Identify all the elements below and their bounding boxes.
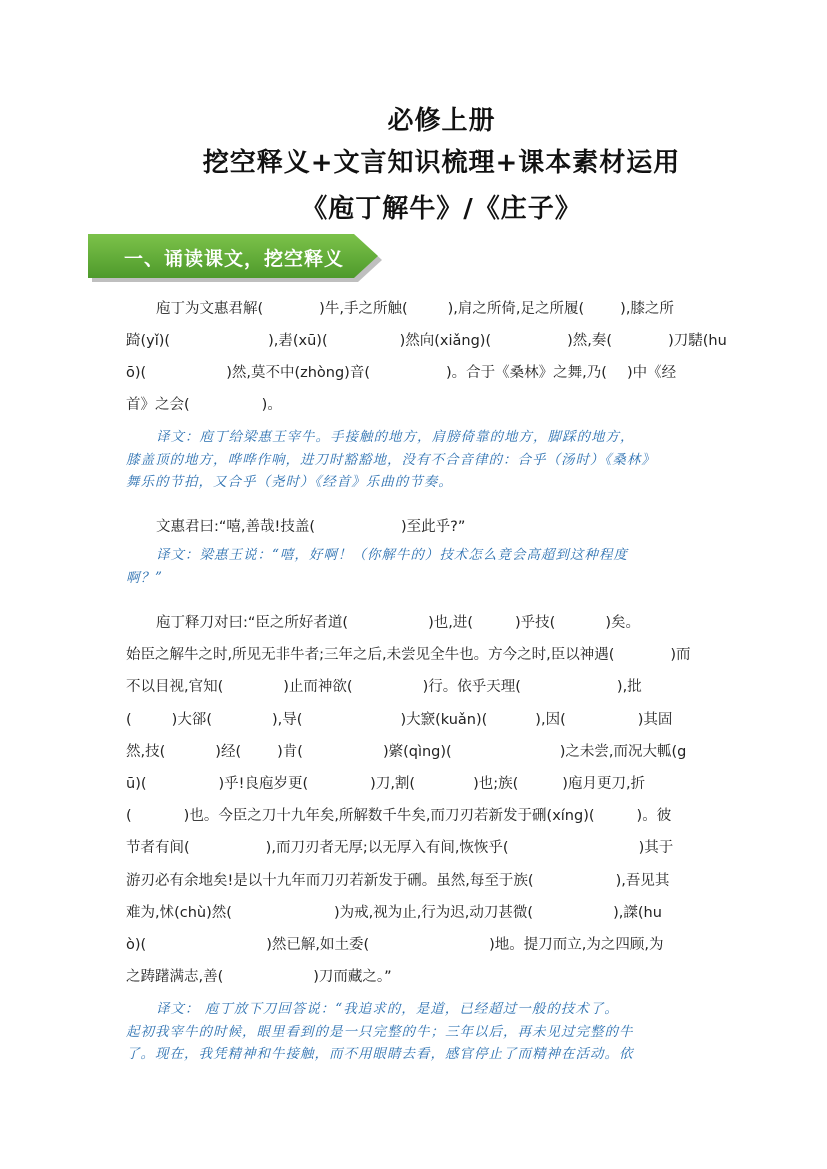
passage-line [126,676,704,698]
passage-text: )然,莫不中(zhòng)音( [226,365,370,381]
passage-line [126,934,704,956]
passage-text: )然已解,如土委( [266,937,370,953]
passage-text: ),而刀刃者无厚;以无厚入有间,恢恢乎( [265,840,509,857]
passage-line [126,709,704,731]
translation-line: 译文： 庖丁放下刀回答说：“我追求的，是道，已经超过一般的技术了。 [156,1001,619,1017]
passage-text: 首》之会( [126,397,190,413]
passage-text: )大郤( [171,711,212,728]
passage-text: ),批 [616,679,642,696]
passage-text: )行。依乎天理( [422,679,521,696]
passage-text: )庖月更刀,折 [562,776,646,792]
passage-line [126,773,704,795]
passage-text: )其固 [637,711,673,728]
passage-text: )。 [261,397,282,413]
passage-text: 踦(yǐ)( [126,333,171,349]
passage-text: ( [126,711,132,728]
passage-line [126,805,704,827]
translation-line: 啊？” [126,569,163,586]
passage-text: 始臣之解牛之时,所见无非牛者;三年之后,未尝见全牛也。方今之时,臣以神遇( [126,647,615,664]
passage-text: )牛,手之所触( [319,301,408,317]
translation-line: 膝盖顶的地方，哗哗作响，进刀时豁豁地，没有不合音律的：合乎（汤时）《桑林》 [126,451,656,468]
passage-text: ),导( [272,711,303,728]
passage-text: )然,奏( [567,333,613,349]
passage-text: ),謋(hu [613,904,662,921]
passage-text: ō)( [126,365,147,381]
passage-line [126,741,704,763]
passage-text: )至此乎?” [400,519,466,535]
passage-text: ( [126,808,132,825]
passage-text: )刀騞(hu [668,333,727,349]
passage-text: ),肩之所倚,足之所履( [447,301,585,317]
passage-text: 文惠君曰:“嘻,善哉!技盖( [156,519,315,535]
passage-line [126,516,734,538]
passage-line [126,298,734,320]
passage-text: )之未尝,而况大軱(g [559,743,687,760]
passage-text: )刀而藏之。” [313,969,392,986]
translation-line: 译文：梁惠王说：“嘻，好啊！（你解牛的）技术怎么竟会高超到这种程度 [156,547,628,563]
passage-text: )也;族( [473,776,519,792]
passage-line [126,902,704,924]
passage-text: )止而神欲( [283,679,353,696]
translation-line: 起初我宰牛的时候，眼里看到的是一只完整的牛；三年以后，再未见过完整的牛 [126,1023,634,1040]
passage-text: 难为,怵(chù)然( [126,904,232,921]
passage-line [126,837,704,859]
passage-text: )大窾(kuǎn)( [400,711,488,728]
passage-text: )乎!良庖岁更( [218,776,309,792]
passage-text: )也,进( [428,615,473,631]
passage-text: ),砉(xū)( [268,333,328,349]
translation-line: 了。现在，我凭精神和牛接触，而不用眼睛去看，感官停止了而精神在活动。依 [126,1046,634,1062]
passage-text: )。彼 [636,808,672,825]
passage-line [126,362,704,384]
passage-text: ū)( [126,776,147,792]
passage-text: 庖丁为文惠君解( [156,301,264,317]
doc-title-line-1: 必修上册 [387,106,496,136]
passage-text: 然,技( [126,743,166,760]
passage-text: 游刃必有余地矣!是以十九年而刀刃若新发于硎。虽然,每至于族( [126,872,534,889]
doc-title-line-2: 挖空释义+文言知识梳理+课本素材运用 [202,148,681,178]
passage-text: )乎技( [515,615,556,631]
passage-text: )经( [215,743,242,760]
passage-text: 之踌躇满志,善( [126,969,224,986]
passage-line [126,330,727,352]
passage-text: ò)( [126,937,147,953]
passage-text: )綮(qìng)( [382,743,452,760]
passage-text: 不以目视,官知( [126,679,224,696]
passage-text: )也。今臣之刀十九年矣,所解数千牛矣,而刀刃若新发于硎(xíng)( [183,808,595,825]
section-banner [88,232,383,280]
passage-text: )肯( [277,743,303,760]
translation-line: 译文：庖丁给梁惠王宰牛。手接触的地方，肩膀倚靠的地方，脚踩的地方， [156,429,635,445]
passage-text: )而 [670,647,691,664]
passage-text: )其于 [638,840,674,857]
passage-text: )刀,割( [370,776,416,792]
section-title: 一、诵读课文，挖空释义 [124,248,345,270]
passage-text: )。合于《桑林》之舞,乃( [446,365,607,381]
passage-text: )为戒,视为止,行为迟,动刀甚微( [333,904,534,921]
passage-text: )然向(xiǎng)( [399,333,492,349]
passage-text: 庖丁释刀对曰:“臣之所好者道( [156,615,349,631]
passage-text: )地。提刀而立,为之四顾,为 [489,937,664,953]
passage-text: ),膝之所 [620,301,674,317]
passage-line [126,612,734,634]
passage-line [126,644,704,666]
passage-text: ),因( [535,711,566,728]
passage-text: )中《经 [626,365,677,381]
passage-text: 节者有间( [126,840,190,857]
passage-line [126,394,704,416]
passage-text: ),吾见其 [615,872,670,889]
passage-text: )矣。 [605,615,640,631]
doc-title-line-3: 《庖丁解牛》/《庄子》 [301,194,582,224]
passage-line [126,966,704,988]
passage-line [126,870,704,892]
translation-line: 舞乐的节拍，又合乎（尧时）《经首》乐曲的节奏。 [126,474,453,490]
